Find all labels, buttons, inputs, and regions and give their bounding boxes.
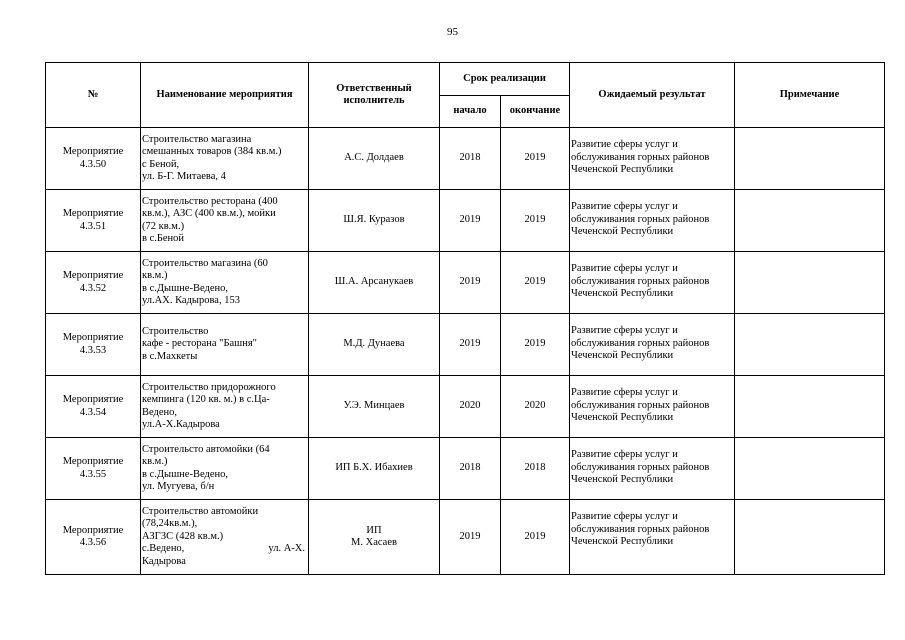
row-executor: Ш.Я. Куразов [309, 190, 440, 252]
row-note [735, 128, 885, 190]
page-number: 95 [447, 26, 458, 38]
row-executor: ИП М. Хасаев [309, 500, 440, 575]
row-note [735, 376, 885, 438]
row-end: 2019 [501, 128, 570, 190]
row-end: 2020 [501, 376, 570, 438]
table-row [46, 376, 885, 438]
row-result: Развитие сферы услуг и обслуживания горных районов Чеченской Республики [570, 376, 735, 438]
row-end: 2019 [501, 500, 570, 575]
row-note [735, 438, 885, 500]
row-name [141, 500, 309, 575]
row-number: Мероприятие 4.3.51 [46, 190, 141, 252]
row-note [735, 252, 885, 314]
row-name-line: АЗГЗС (428 кв.м.) [142, 530, 224, 542]
row-executor: ИП Б.Х. Ибахиев [309, 438, 440, 500]
row-executor: А.С. Долдаев [309, 128, 440, 190]
row-name-address [142, 543, 306, 556]
row-result: Развитие сферы услуг и обслуживания горных районов Чеченской Республики [570, 314, 735, 376]
row-name: Строительство придорожного кемпинга (120 кв. м.) в с.Ца- Ведено, ул.А-Х.Кадырова [141, 376, 309, 438]
row-name-line: Кадырова [142, 555, 186, 567]
table-row [46, 438, 885, 500]
row-end: 2019 [501, 252, 570, 314]
table-row [46, 252, 885, 314]
header-name: Наименование мероприятия [141, 63, 309, 128]
header-note: Примечание [735, 63, 885, 128]
row-result: Развитие сферы услуг и обслуживания горных районов Чеченской Республики [570, 500, 735, 575]
table-row [46, 500, 885, 575]
row-number: Мероприятие 4.3.52 [46, 252, 141, 314]
table-row [46, 128, 885, 190]
row-note [735, 190, 885, 252]
row-result: Развитие сферы услуг и обслуживания горных районов Чеченской Республики [570, 190, 735, 252]
header-end: окончание [501, 96, 570, 128]
row-start: 2019 [440, 190, 501, 252]
header-period: Срок реализации [440, 63, 570, 96]
row-start: 2019 [440, 252, 501, 314]
row-executor: Ш.А. Арсанукаев [309, 252, 440, 314]
row-executor: У.Э. Минцаев [309, 376, 440, 438]
row-end: 2018 [501, 438, 570, 500]
row-name: Строительство магазина (60 кв.м.) в с.Дышне-Ведено, ул.АХ. Кадырова, 153 [141, 252, 309, 314]
table-row [46, 314, 885, 376]
row-name: Строительство ресторана (400 кв.м.), АЗС (400 кв.м.), мойки (72 кв.м.) в с.Беной [141, 190, 309, 252]
row-name-street: ул. А-Х. [268, 543, 305, 555]
row-end: 2019 [501, 314, 570, 376]
events-table [45, 62, 885, 575]
row-name: Строительство кафе - ресторана "Башня" в с.Махкеты [141, 314, 309, 376]
row-name: Строительсто автомойки (64 кв.м.) в с.Дышне-Ведено, ул. Мугуева, б/н [141, 438, 309, 500]
row-name-village: с.Ведено, [142, 543, 185, 555]
row-result: Развитие сферы услуг и обслуживания горных районов Чеченской Республики [570, 252, 735, 314]
row-number: Мероприятие 4.3.54 [46, 376, 141, 438]
row-name: Строительство магазина смешанных товаров (384 кв.м.) с Беной, ул. Б-Г. Митаева, 4 [141, 128, 309, 190]
row-note [735, 314, 885, 376]
header-number: № [46, 63, 141, 128]
row-name-line: (78,24кв.м.), [142, 518, 198, 530]
header-start: начало [440, 96, 501, 128]
row-start: 2019 [440, 500, 501, 575]
row-note [735, 500, 885, 575]
row-start: 2019 [440, 314, 501, 376]
header-result: Ожидаемый результат [570, 63, 735, 128]
row-number: Мероприятие 4.3.50 [46, 128, 141, 190]
row-name-line: Строительство автомойки [142, 505, 259, 517]
row-start: 2018 [440, 438, 501, 500]
row-result: Развитие сферы услуг и обслуживания горных районов Чеченской Республики [570, 438, 735, 500]
row-number: Мероприятие 4.3.56 [46, 500, 141, 575]
row-executor: М.Д. Дунаева [309, 314, 440, 376]
table-row [46, 190, 885, 252]
header-executor: Ответственный исполнитель [309, 63, 440, 128]
row-number: Мероприятие 4.3.55 [46, 438, 141, 500]
row-number: Мероприятие 4.3.53 [46, 314, 141, 376]
row-result: Развитие сферы услуг и обслуживания горных районов Чеченской Республики [570, 128, 735, 190]
row-end: 2019 [501, 190, 570, 252]
row-start: 2018 [440, 128, 501, 190]
row-start: 2020 [440, 376, 501, 438]
